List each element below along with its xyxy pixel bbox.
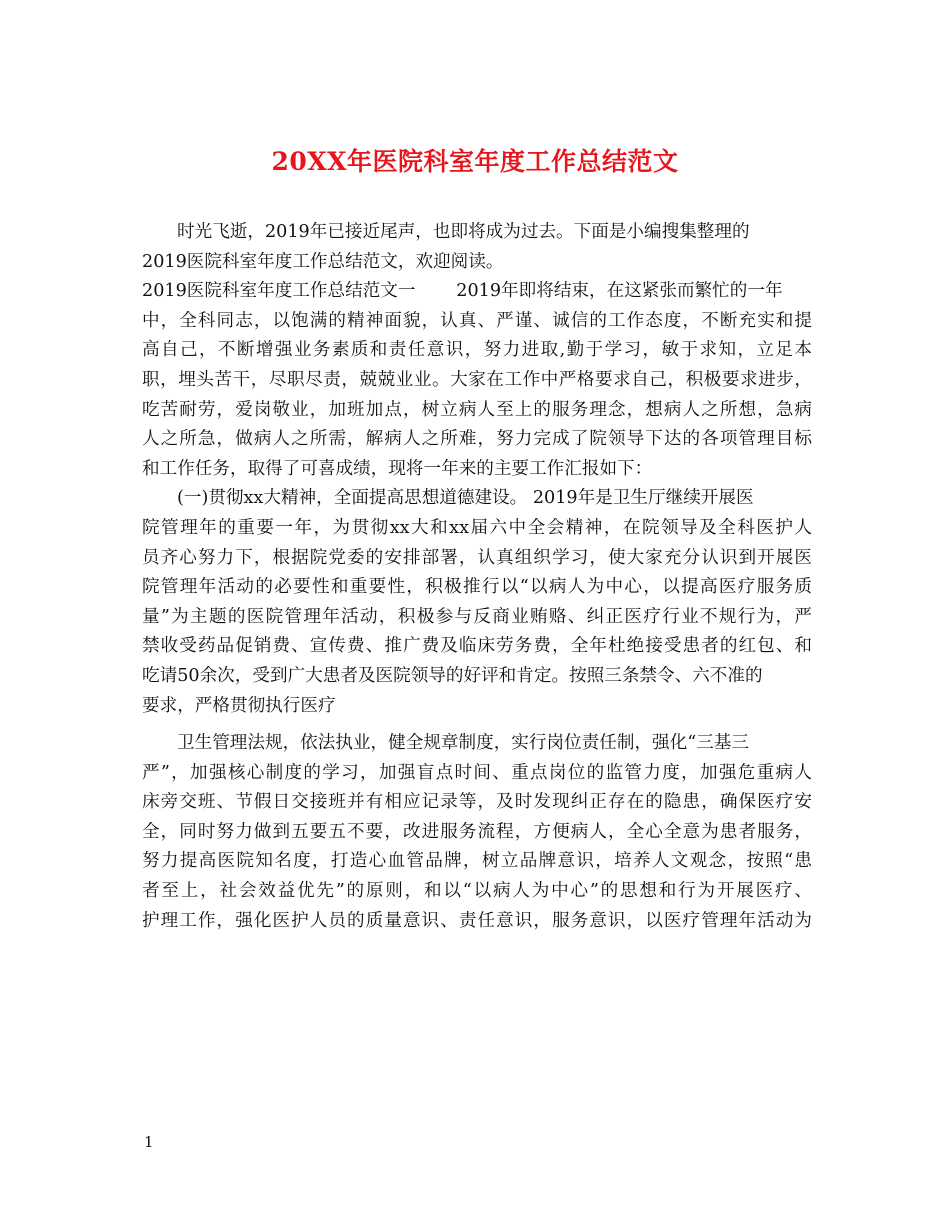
paragraph-line: 全，同时努力做到五要五不要，改进服务流程，方便病人，全心全意为患者服务， (142, 821, 812, 842)
paragraph-line: 吃苦耐劳，爱岗敬业，加班加点，树立病人至上的服务理念，想病人之所想，急病 (142, 399, 812, 420)
paragraph-line: 高自己，不断增强业务素质和责任意识，努力进取,勤于学习，敏于求知，立足本 (142, 340, 812, 361)
document-title: 20XX年医院科室年度工作总结范文 (271, 147, 679, 176)
page-number: 1 (144, 1133, 154, 1151)
document-body (142, 218, 812, 936)
paragraph-line: 者至上，社会效益优先”的原则，和以“以病人为中心”的思想和行为开展医疗、 (142, 881, 812, 902)
paragraph-line: (一)贯彻xx大精神，全面提高思想道德建设。 2019年是卫生厅继续开展医 (177, 488, 754, 509)
paragraph-line: 2019医院科室年度工作总结范文，欢迎阅读。 (142, 251, 504, 272)
paragraph-line: 护理工作，强化医护人员的质量意识、责任意识，服务意识，以医疗管理年活动为 (142, 910, 812, 931)
paragraph-line: 院管理年活动的必要性和重要性，积极推行以“以病人为中心，以提高医疗服务质 (142, 577, 812, 598)
paragraph-line: 和工作任务，取得了可喜成绩，现将一年来的主要工作汇报如下： (142, 458, 653, 479)
paragraph-line: 职，埋头苦干，尽职尽责，兢兢业业。大家在工作中严格要求自己，积极要求进步， (142, 369, 812, 390)
paragraph-line: 中，全科同志，以饱满的精神面貌，认真、严谨、诚信的工作态度，不断充实和提 (142, 310, 812, 331)
paragraph-line: 卫生管理法规，依法执业，健全规章制度，实行岗位责任制，强化“三基三 (177, 733, 749, 754)
paragraph-line: 2019医院科室年度工作总结范文一 2019年即将结束，在这紧张而繁忙的一年 (142, 281, 783, 302)
paragraph-line: 严”，加强核心制度的学习，加强盲点时间、重点岗位的监管力度，加强危重病人 (142, 762, 812, 783)
paragraph-line: 床旁交班、节假日交接班并有相应记录等，及时发现纠正存在的隐患，确保医疗安 (142, 792, 812, 813)
paragraph-line: 要求，严格贯彻执行医疗 (142, 695, 336, 716)
paragraph-line: 院管理年的重要一年，为贯彻xx大和xx届六中全会精神，在院领导及全科医护人 (142, 517, 812, 538)
paragraph-line: 员齐心努力下，根据院党委的安排部署，认真组织学习，使大家充分认识到开展医 (142, 547, 812, 568)
paragraph-gap (142, 721, 812, 729)
paragraph-line: 禁收受药品促销费、宣传费、推广费及临床劳务费，全年杜绝接受患者的红包、和 (142, 636, 812, 657)
paragraph-line: 吃请50余次，受到广大患者及医院领导的好评和肯定。按照三条禁令、六不准的 (142, 665, 763, 686)
paragraph-line: 努力提高医院知名度，打造心血管品牌，树立品牌意识，培养人文观念，按照“患 (142, 851, 812, 872)
paragraph-line: 人之所急，做病人之所需，解病人之所难，努力完成了院领导下达的各项管理目标 (142, 429, 812, 450)
paragraph-line: 量”为主题的医院管理年活动，积极参与反商业贿赂、纠正医疗行业不规行为，严 (142, 606, 812, 627)
paragraph-line: 时光飞逝，2019年已接近尾声，也即将成为过去。下面是小编搜集整理的 (177, 222, 750, 242)
